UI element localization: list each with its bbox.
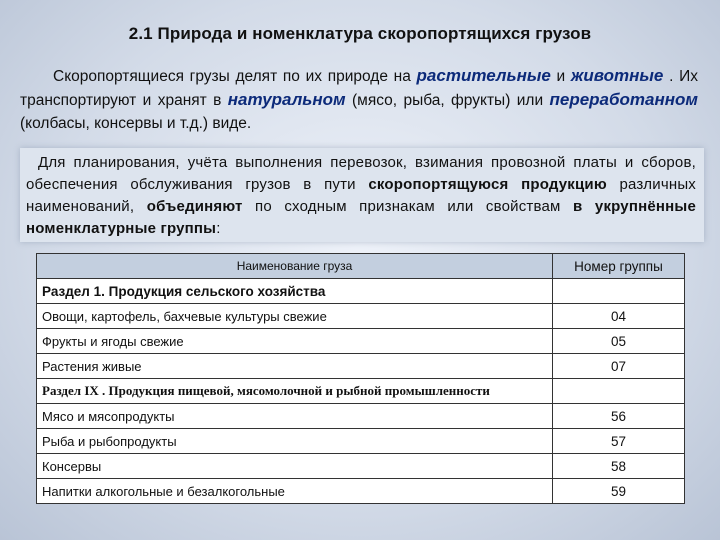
table-row — [37, 304, 685, 329]
cargo-groups-table — [36, 253, 685, 504]
cargo-name: Напитки алкогольные и безалкогольные — [37, 479, 553, 504]
grouping-text-4: : — [216, 220, 221, 237]
intro-paragraph — [20, 64, 698, 135]
group-number: 07 — [553, 354, 685, 379]
cargo-name: Рыба и рыбопродукты — [37, 429, 553, 454]
section-title: Раздел IX . Продукция пищевой, мясомолочной и рыбной промышленности — [37, 379, 553, 404]
intro-text-4: (мясо, рыба, фрукты) или — [345, 92, 550, 109]
term-animal: животные — [570, 66, 664, 85]
slide-title: 2.1 Природа и номенклатура скоропортящихся грузов — [128, 24, 592, 43]
section-row — [37, 279, 685, 304]
section-row — [37, 379, 685, 404]
table-header-row — [37, 254, 685, 279]
intro-text-1: Скоропортящиеся грузы делят по их природе на — [53, 68, 417, 85]
intro-text-2: и — [550, 68, 571, 85]
grouping-bold-1: скоропортящуюся продукцию — [368, 176, 607, 193]
section-empty-cell — [553, 379, 685, 404]
intro-text-3: . Их транспортируют и хранят в — [20, 68, 698, 109]
cargo-name: Овощи, картофель, бахчевые культуры свежие — [37, 304, 553, 329]
group-number: 57 — [553, 429, 685, 454]
header-group-number: Номер группы — [553, 254, 685, 279]
cargo-name: Растения живые — [37, 354, 553, 379]
header-cargo-name: Наименование груза — [37, 254, 553, 279]
term-natural: натуральном — [227, 90, 346, 109]
term-plant: растительные — [416, 66, 551, 85]
group-number: 05 — [553, 329, 685, 354]
group-number: 58 — [553, 454, 685, 479]
intro-text-5: (колбасы, консервы и т.д.) виде. — [20, 115, 252, 132]
grouping-bold-2: объединяют — [146, 198, 243, 215]
cargo-name: Мясо и мясопродукты — [37, 404, 553, 429]
section-title: Раздел 1. Продукция сельского хозяйства — [37, 279, 553, 304]
section-empty-cell — [553, 279, 685, 304]
table-row — [37, 479, 685, 504]
table-row — [37, 454, 685, 479]
cargo-name: Фрукты и ягоды свежие — [37, 329, 553, 354]
grouping-text-1: Для планирования, учёта выполнения перевозок, взимания провозной платы и сборов, обеспечения обслуживания грузов в пути — [26, 154, 696, 193]
table-row — [37, 429, 685, 454]
table-row — [37, 329, 685, 354]
table-row — [37, 354, 685, 379]
grouping-paragraph — [26, 152, 696, 240]
table-row — [37, 404, 685, 429]
group-number: 56 — [553, 404, 685, 429]
grouping-text-2: различных наименований, — [26, 176, 697, 215]
group-number: 04 — [553, 304, 685, 329]
group-number: 59 — [553, 479, 685, 504]
grouping-text-3: по сходным признакам или свойствам — [242, 198, 574, 215]
term-processed: переработанном — [549, 90, 698, 109]
grouping-bold-3: в укрупнённые номенклатурные группы — [26, 198, 696, 237]
cargo-name: Консервы — [37, 454, 553, 479]
